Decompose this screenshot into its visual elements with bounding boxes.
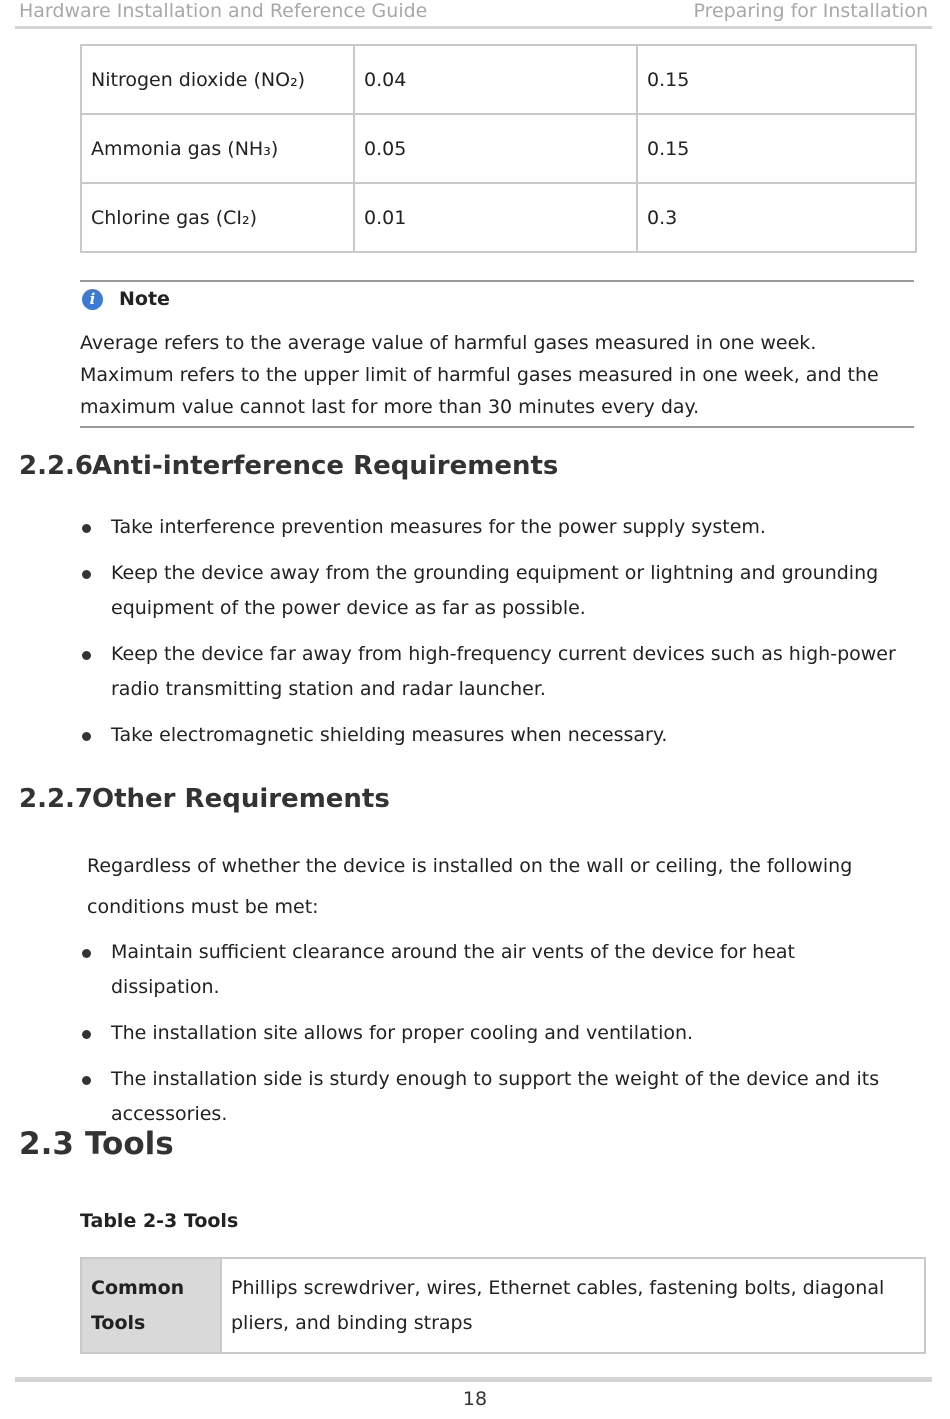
list-item xyxy=(80,637,900,707)
table-cell: 0.01 xyxy=(354,183,637,252)
footer-rule xyxy=(15,1377,932,1382)
bullet-icon xyxy=(82,524,91,533)
table-row xyxy=(81,45,916,114)
bullet-icon xyxy=(82,570,91,579)
section-title: Other Requirements xyxy=(92,784,390,814)
list-item-text: The installation site allows for proper cooling and ventilation. xyxy=(111,1022,694,1044)
list-item xyxy=(80,556,900,626)
list-item xyxy=(80,510,900,545)
list-item-text: Maintain sufficient clearance around the air vents of the device for heat dissipation. xyxy=(111,941,796,998)
section-heading-2-3 xyxy=(19,1126,174,1162)
table-caption: Table 2-3 Tools xyxy=(80,1210,239,1232)
note-label: Note xyxy=(119,288,170,310)
section-number: 2.2.7 xyxy=(19,784,94,814)
list-item xyxy=(80,1062,900,1132)
list-item-text: Take electromagnetic shielding measures when necessary. xyxy=(111,724,668,746)
table-cell: 0.05 xyxy=(354,114,637,183)
page-number: 18 xyxy=(462,1388,488,1410)
list-item xyxy=(80,935,900,1005)
bullet-icon xyxy=(82,732,91,741)
list-item-text: Keep the device far away from high-frequency current devices such as high-power radio transmitting station and radar launcher. xyxy=(111,643,896,700)
table-row xyxy=(81,114,916,183)
table-cell: 0.15 xyxy=(637,114,916,183)
bullet-icon xyxy=(82,949,91,958)
header-rule xyxy=(15,26,932,29)
table-cell: 0.04 xyxy=(354,45,637,114)
section-title: Tools xyxy=(85,1126,174,1162)
gas-concentration-table xyxy=(80,44,917,253)
table-cell: 0.15 xyxy=(637,45,916,114)
table-cell: Nitrogen dioxide (NO₂) xyxy=(81,45,354,114)
anti-interference-list xyxy=(80,510,900,764)
list-item-text: Keep the device away from the grounding equipment or lightning and grounding equipment of the power device as far as possible. xyxy=(111,562,879,619)
list-item xyxy=(80,718,900,753)
section-title: Anti-interference Requirements xyxy=(92,451,559,481)
header-document-title: Hardware Installation and Reference Guide xyxy=(19,0,428,22)
info-icon: i xyxy=(82,289,103,310)
bullet-icon xyxy=(82,1030,91,1039)
table-cell: Phillips screwdriver, wires, Ethernet cables, fastening bolts, diagonal pliers, and binding straps xyxy=(221,1258,925,1353)
page-header xyxy=(0,0,950,30)
list-item-text: The installation side is sturdy enough to support the weight of the device and its accessories. xyxy=(111,1068,880,1125)
table-row xyxy=(81,183,916,252)
table-row xyxy=(81,1258,925,1353)
section-heading-2-2-7 xyxy=(19,784,390,814)
table-cell: Ammonia gas (NH₃) xyxy=(81,114,354,183)
other-requirements-list xyxy=(80,935,900,1143)
note-text: Average refers to the average value of harmful gases measured in one week. Maximum refers to the upper limit of harmful gases measured in one week, and the maximum value cannot last for more than 30 minutes every day. xyxy=(80,332,879,418)
list-item xyxy=(80,1016,900,1051)
section-number: 2.2.6 xyxy=(19,451,94,481)
note-box xyxy=(80,280,914,428)
bullet-icon xyxy=(82,1076,91,1085)
table-header-cell: Common Tools xyxy=(81,1258,221,1353)
section-heading-2-2-6 xyxy=(19,451,558,481)
other-requirements-intro: Regardless of whether the device is installed on the wall or ceiling, the following conditions must be met: xyxy=(87,855,853,918)
header-chapter-title: Preparing for Installation xyxy=(693,0,928,22)
bullet-icon xyxy=(82,651,91,660)
list-item-text: Take interference prevention measures for the power supply system. xyxy=(111,516,766,538)
section-number: 2.3 xyxy=(19,1126,74,1162)
table-cell: 0.3 xyxy=(637,183,916,252)
tools-table xyxy=(80,1257,926,1354)
table-cell: Chlorine gas (CI₂) xyxy=(81,183,354,252)
